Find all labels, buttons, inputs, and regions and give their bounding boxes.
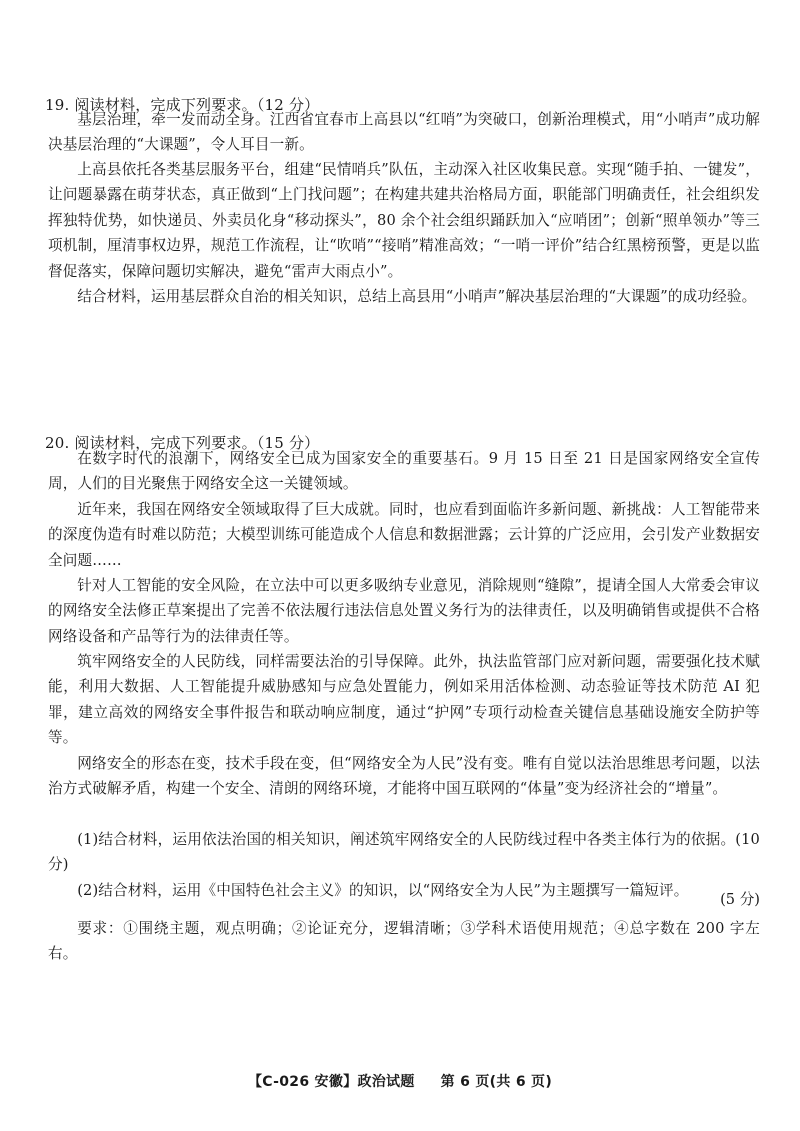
question-19-paragraph-1: 基层治理，牵一发而动全身。江西省宜春市上高县以“红哨”为突破口，创新治理模式，用“小哨声”成功解决基层治理的“大课题”，令人耳目一新。 xyxy=(48,111,760,154)
question-20-subquestion-2: (2)结合材料，运用《中国特色社会主义》的知识，以“网络安全为人民”为主题撰写一篇短评。 xyxy=(77,882,689,899)
question-20-paragraph-1: 在数字时代的浪潮下，网络安全已成为国家安全的重要基石。9 月 15 日至 21 日是国家网络安全宣传周，人们的目光聚焦于网络安全这一关键领域。 xyxy=(48,450,760,493)
question-20-subquestion-2-score: (5 分) xyxy=(720,891,760,908)
question-20-requirements: 要求：①围绕主题，观点明确；②论证充分，逻辑清晰；③学科术语使用规范；④总字数在 200 字左右。 xyxy=(48,920,760,963)
question-19-title: 19. 阅读材料，完成下列要求。（12 分） xyxy=(45,96,320,114)
question-19-paragraph-2: 上高县依托各类基层服务平台，组建“民情哨兵”队伍，主动深入社区收集民意。实现“随手拍、一键发”，让问题暴露在萌芽状态，真正做到“上门找问题”；在构建共建共治格局方面，职能部门明确责任，社会组织发挥独特优势，如快递员、外卖员化身“移动探头”，80 余个社会组织踊跃加入“应哨团”；创新“照单领办”等三项机制，厘清事权边界，规范工作流程，让“吹哨”“接哨”精准高效；“一哨一评价”结合红黑榜预警，更是以监督促落实，保障问题切实解决，避免“雷声大雨点小”。 xyxy=(48,161,760,280)
question-20-paragraph-3: 针对人工智能的安全风险，在立法中可以更多吸纳专业意见，消除规则“缝隙”，提请全国人大常委会审议的网络安全法修正草案提出了完善不依法履行违法信息处置义务行为的法律责任，以及明确销售或提供不合格网络设备和产品等行为的法律责任等。 xyxy=(48,577,760,645)
question-20-paragraph-4: 筑牢网络安全的人民防线，同样需要法治的引导保障。此外，执法监管部门应对新问题，需要强化技术赋能，利用大数据、人工智能提升威胁感知与应急处置能力，例如采用活体检测、动态验证等技术防范 AI 犯罪，建立高效的网络安全事件报告和联动响应制度，通过“护网”专项行动检查关键信息基础设施安全防护等等。 xyxy=(48,653,760,747)
question-20-paragraph-2: 近年来，我国在网络安全领域取得了巨大成就。同时，也应看到面临许多新问题、新挑战：人工智能带来的深度伪造有时难以防范；大模型训练可能造成个人信息和数据泄露；云计算的广泛应用，会引发产业数据安全问题…… xyxy=(48,501,760,569)
page-footer xyxy=(0,1071,800,1091)
question-20-subquestion-1: (1)结合材料，运用依法治国的相关知识，阐述筑牢网络安全的人民防线过程中各类主体行为的依据。(10 分) xyxy=(48,831,760,874)
exam-label: 【C-026 安徽】政治试题 xyxy=(247,1074,415,1090)
question-20-paragraph-5: 网络安全的形态在变，技术手段在变，但“网络安全为人民”没有变。唯有自觉以法治思维思考问题，以法治方式破解矛盾，构建一个安全、清朗的网络环境，才能将中国互联网的“体量”变为经济社会的“增量”。 xyxy=(48,755,760,798)
question-19-paragraph-3: 结合材料，运用基层群众自治的相关知识，总结上高县用“小哨声”解决基层治理的“大课题”的成功经验。 xyxy=(77,288,757,305)
page-number-label: 第 6 页(共 6 页) xyxy=(440,1074,553,1090)
question-20-title: 20. 阅读材料，完成下列要求。（15 分） xyxy=(45,434,320,452)
